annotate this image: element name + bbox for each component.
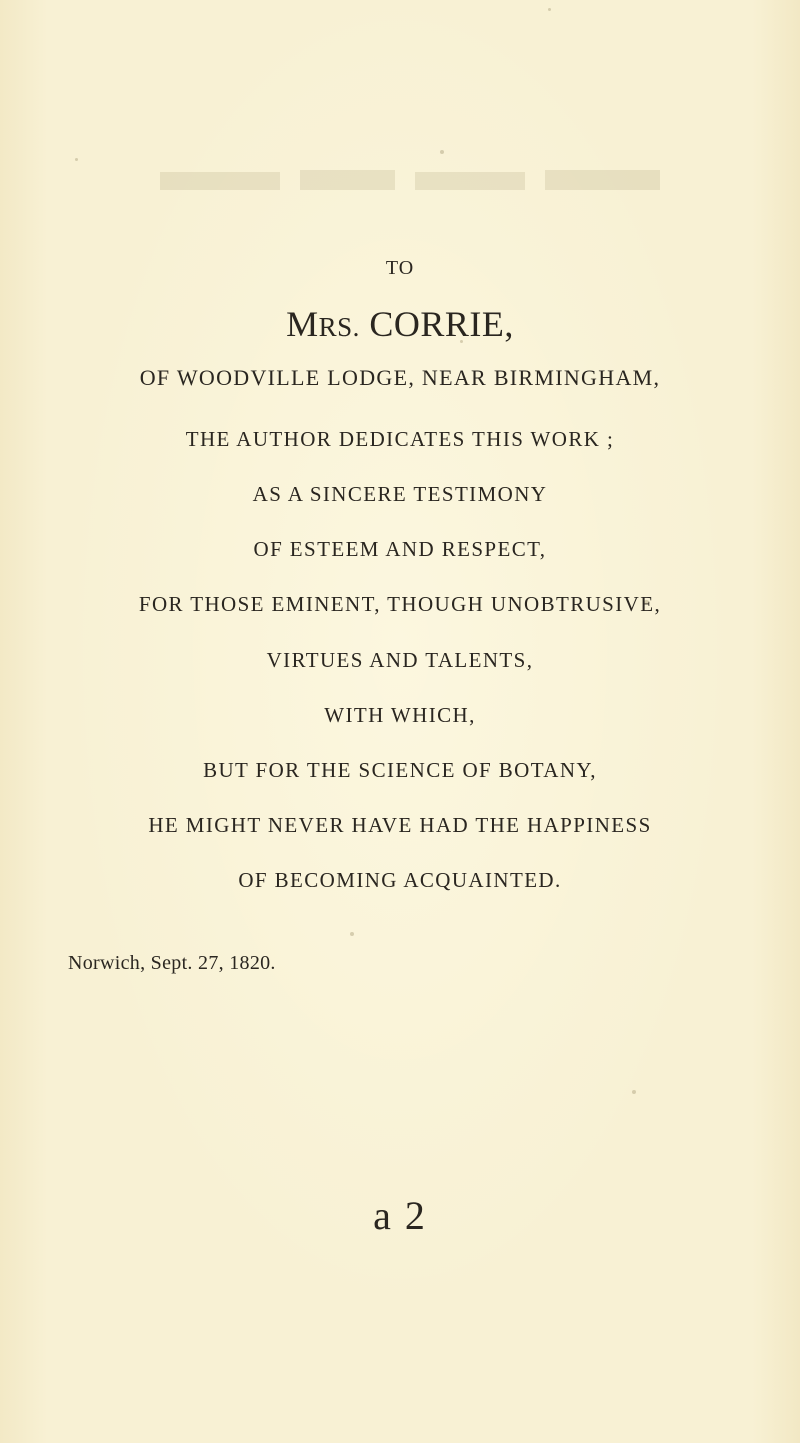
dedication-line: OF BECOMING ACQUAINTED. [238, 868, 562, 892]
paper-speck [632, 1090, 636, 1094]
dedication-line: VIRTUES AND TALENTS, [266, 648, 534, 672]
dedication-line: THE AUTHOR DEDICATES THIS WORK ; [185, 427, 615, 451]
dedication-line: AS A SINCERE TESTIMONY [252, 482, 548, 506]
honorific-rest: RS. [318, 312, 360, 342]
honorific-initial: M [286, 304, 319, 344]
paper-speck [440, 150, 444, 154]
dedication-line: FOR THOSE EMINENT, THOUGH UNOBTRUSIVE, [138, 592, 662, 616]
dedication-line: HE MIGHT NEVER HAVE HAD THE HAPPINESS [148, 813, 652, 837]
place-and-date: Norwich, Sept. 27, 1820. [68, 952, 276, 974]
dedication-to: TO [385, 257, 415, 279]
paper-speck [350, 932, 354, 936]
dedication-line: OF ESTEEM AND RESPECT, [253, 537, 547, 561]
paper-speck [548, 8, 551, 11]
dedicatee-surname: CORRIE, [369, 304, 514, 344]
dedication-line: BUT FOR THE SCIENCE OF BOTANY, [203, 758, 597, 782]
dedicatee-name [0, 303, 800, 345]
show-through-text [150, 150, 670, 210]
signature-mark: a 2 [373, 1193, 427, 1238]
dedication-line: OF WOODVILLE LODGE, NEAR BIRMINGHAM, [139, 365, 661, 390]
paper-speck [75, 158, 78, 161]
dedication-line: WITH WHICH, [324, 703, 476, 727]
